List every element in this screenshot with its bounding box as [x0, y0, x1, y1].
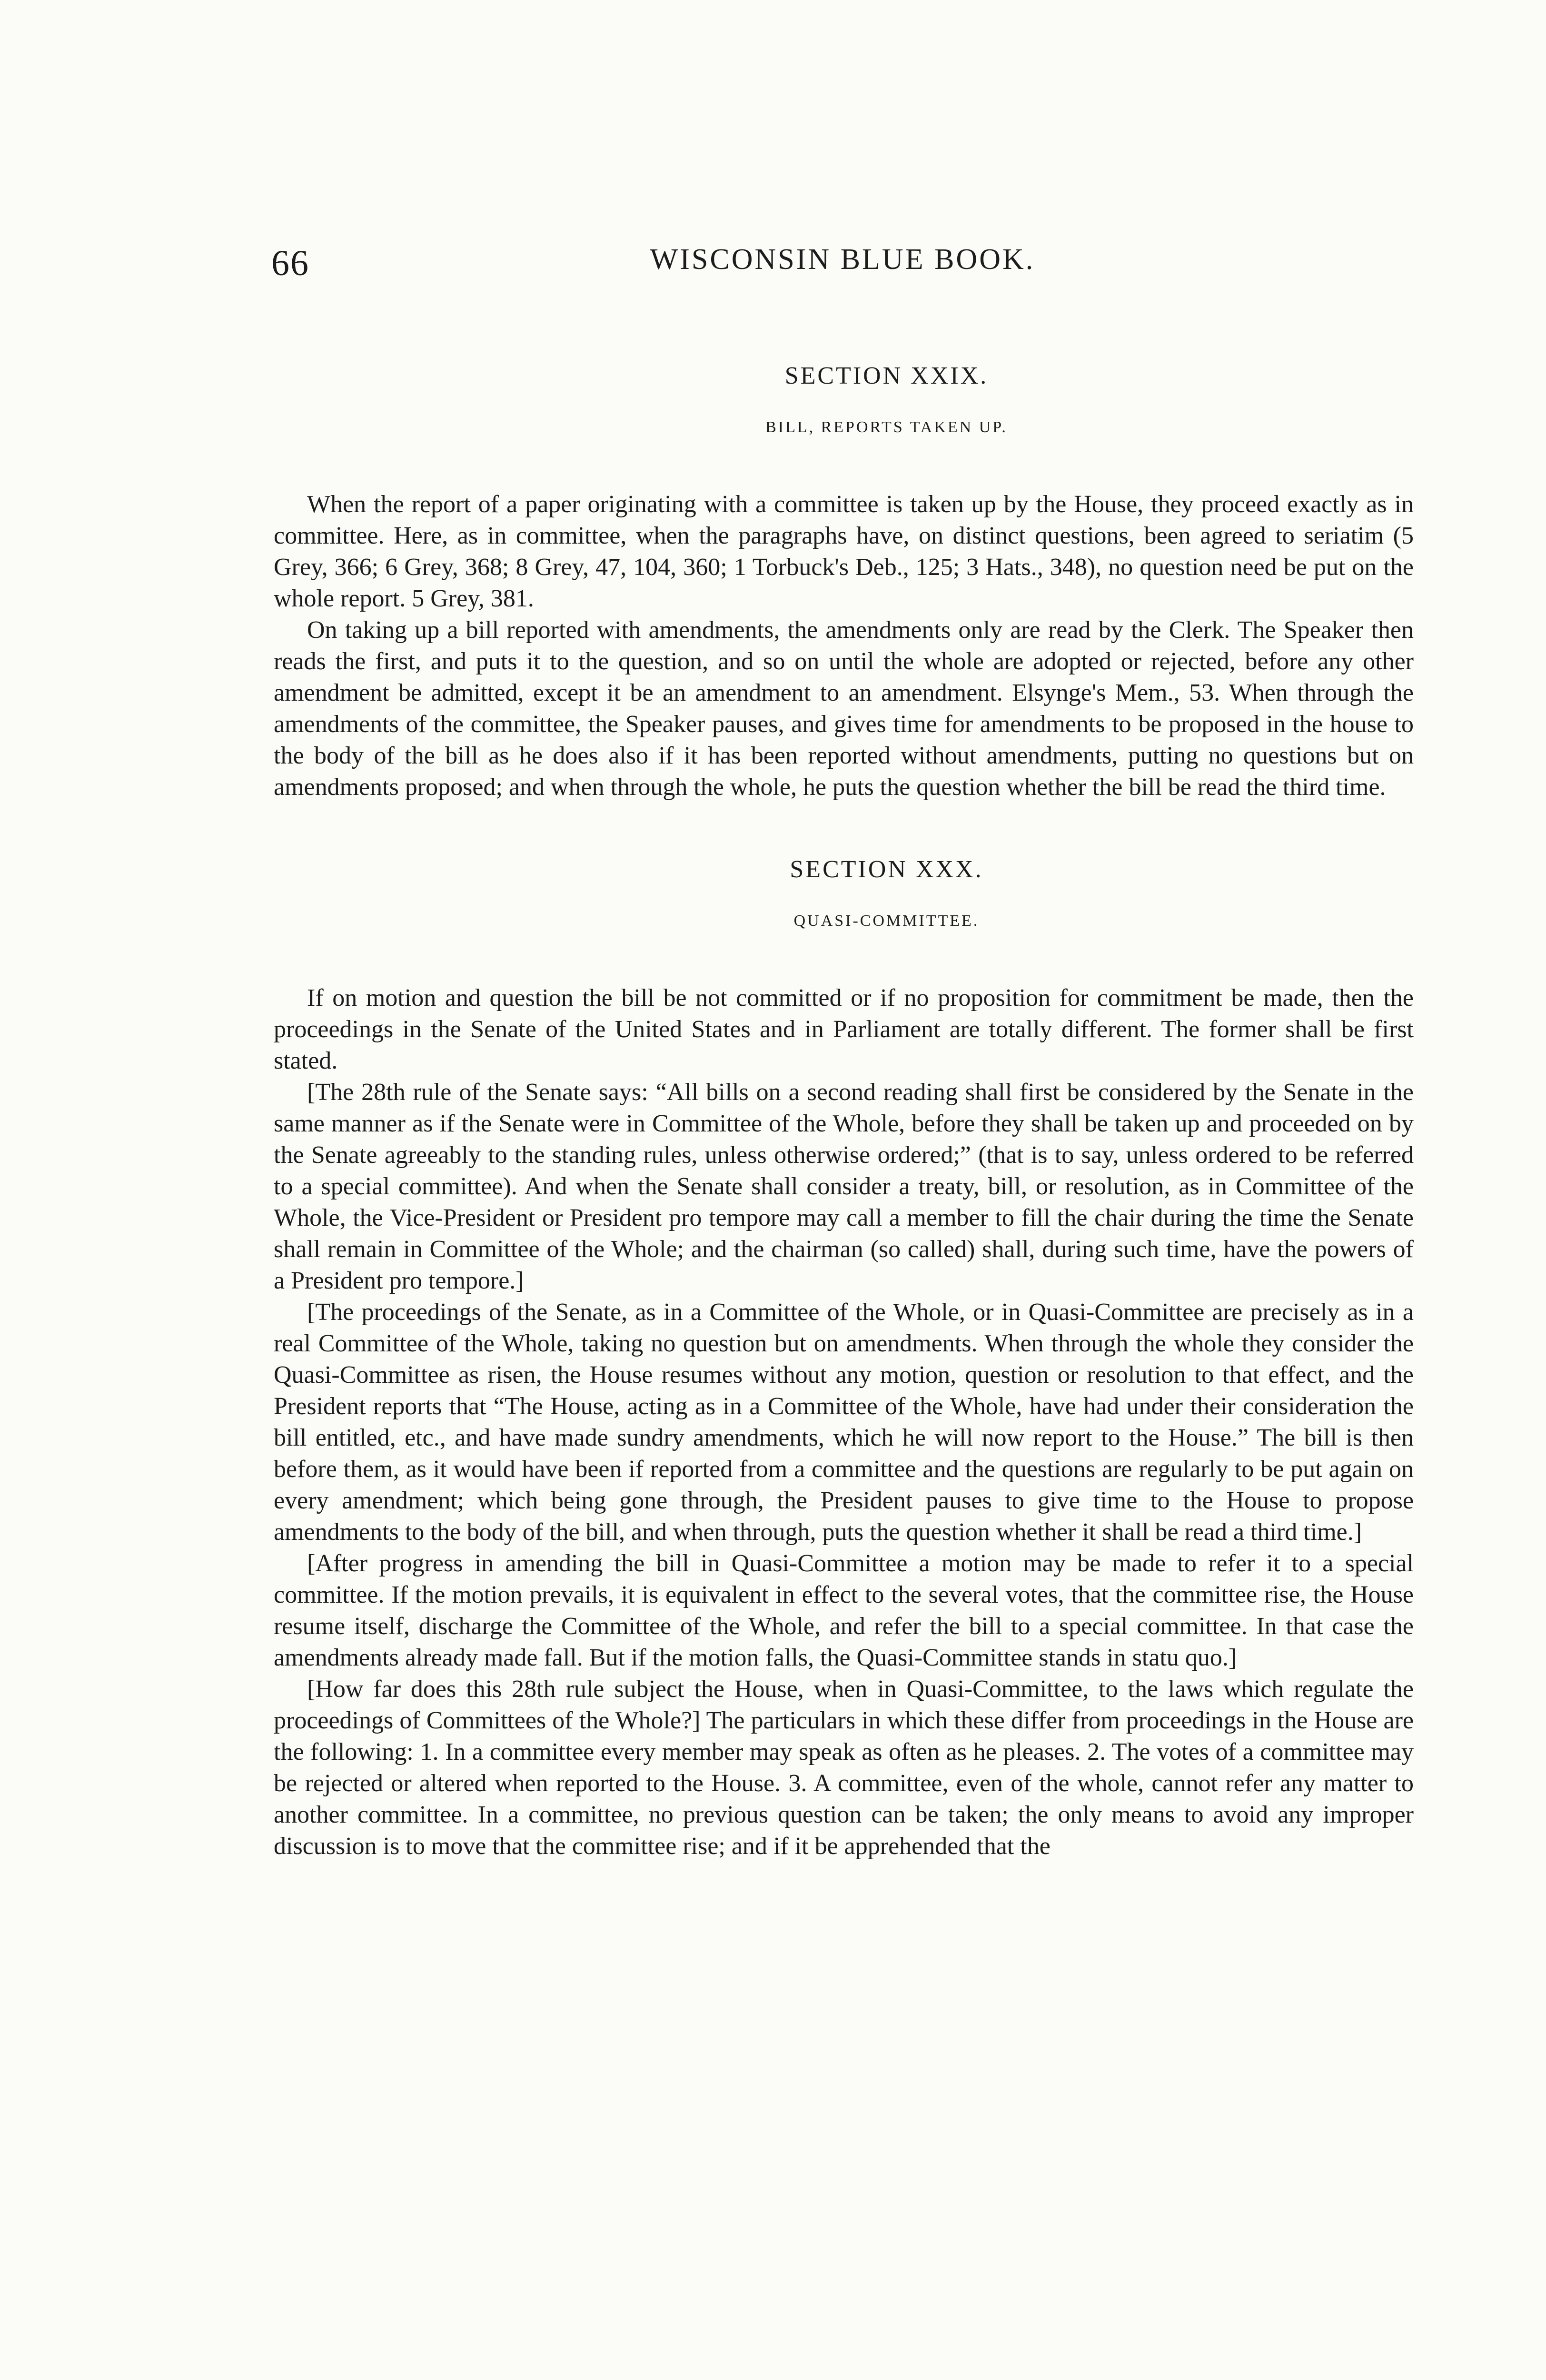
section-title: SECTION XXIX. [784, 362, 989, 389]
page-header [271, 243, 1414, 295]
running-title: WISCONSIN BLUE BOOK. [650, 243, 1035, 276]
paragraph: [After progress in amending the bill in Quasi-Committee a motion may be made to refer it to a special committee. If the motion prevails, it is equivalent in effect to the several votes, that the committee rise, the House resume itself, discharge the Committee of the Whole, and refer the bill to a special committee. In that case the amendments already made fall. But if the motion falls, the Quasi-Committee stands in statu quo.] [274, 1550, 1414, 1671]
paragraph: [How far does this 28th rule subject the House, when in Quasi-Committee, to the laws which regulate the proceedings of Committees of the Whole?] The particulars in which these differ from proceedings in the House are the following: 1. In a committee every member may speak as often as he pleases. 2. The votes of a committee may be rejected or altered when reported to the House. 3. A committee, even of the whole, cannot refer any matter to another committee. In a committee, no previous question can be taken; the only means to avoid any improper discussion is to move that the committee rise; and if it be apprehended that the [274, 1676, 1414, 1860]
section-subtitle: QUASI-COMMITTEE. [793, 912, 980, 930]
paragraph: [The 28th rule of the Senate says: “All bills on a second reading shall first be considered by the Senate in the same manner as if the Senate were in Committee of the Whole, before they shall be taken up and proceeded on by the Senate agreeably to the standing rules, unless otherwise ordered;” (that is to say, unless ordered to be referred to a special committee). And when the Senate shall consider a treaty, bill, or resolution, as in Committee of the Whole, the Vice-President or President pro tempore may call a member to fill the chair during the time the Senate shall remain in Committee of the Whole; and the chairman (so called) shall, during such time, have the powers of a President pro tempore.] [274, 1079, 1414, 1294]
page-body [274, 362, 1414, 1862]
paragraph: If on motion and question the bill be not committed or if no proposition for commitment be made, then the proceedings in the Senate of the United States and in Parliament are totally different. The former shall be first stated. [274, 984, 1414, 1074]
section-subtitle: BILL, REPORTS TAKEN UP. [765, 418, 1008, 436]
section-title: SECTION XXX. [790, 856, 983, 883]
section-30 [274, 855, 1414, 1862]
paragraph: When the report of a paper originating with a committee is taken up by the House, they proceed exactly as in committee. Here, as in committee, when the paragraphs have, on distinct questions, been agreed to seriatim (5 Grey, 366; 6 Grey, 368; 8 Grey, 47, 104, 360; 1 Torbuck's Deb., 125; 3 Hats., 348), no question need be put on the whole report. 5 Grey, 381. [274, 491, 1414, 612]
paragraph: [The proceedings of the Senate, as in a Committee of the Whole, or in Quasi-Committee are precisely as in a real Committee of the Whole, taking no question but on amendments. When through the whole they consider the Quasi-Committee as risen, the House resumes without any motion, question or resolution to that effect, and the President reports that “The House, acting as in a Committee of the Whole, have had under their consideration the bill entitled, etc., and have made sundry amendments, which he will now report to the House.” The bill is then before them, as it would have been if reported from a committee and the questions are regularly to be put again on every amendment; which being gone through, the President pauses to give time to the House to propose amendments to the body of the bill, and when through, puts the question whether it shall be read a third time.] [274, 1299, 1414, 1546]
paragraph: On taking up a bill reported with amendments, the amendments only are read by the Clerk. The Speaker then reads the first, and puts it to the question, and so on until the whole are adopted or rejected, before any other amendment be admitted, except it be an amendment to an amendment. Elsynge's Mem., 53. When through the amendments of the committee, the Speaker pauses, and gives time for amendments to be proposed in the house to the body of the bill as he does also if it has been reported without amendments, putting no questions but on amendments proposed; and when through the whole, he puts the question whether the bill be read the third time. [274, 616, 1414, 801]
page-number: 66 [271, 243, 309, 283]
section-29 [274, 362, 1414, 803]
section-spacer [274, 803, 1414, 855]
